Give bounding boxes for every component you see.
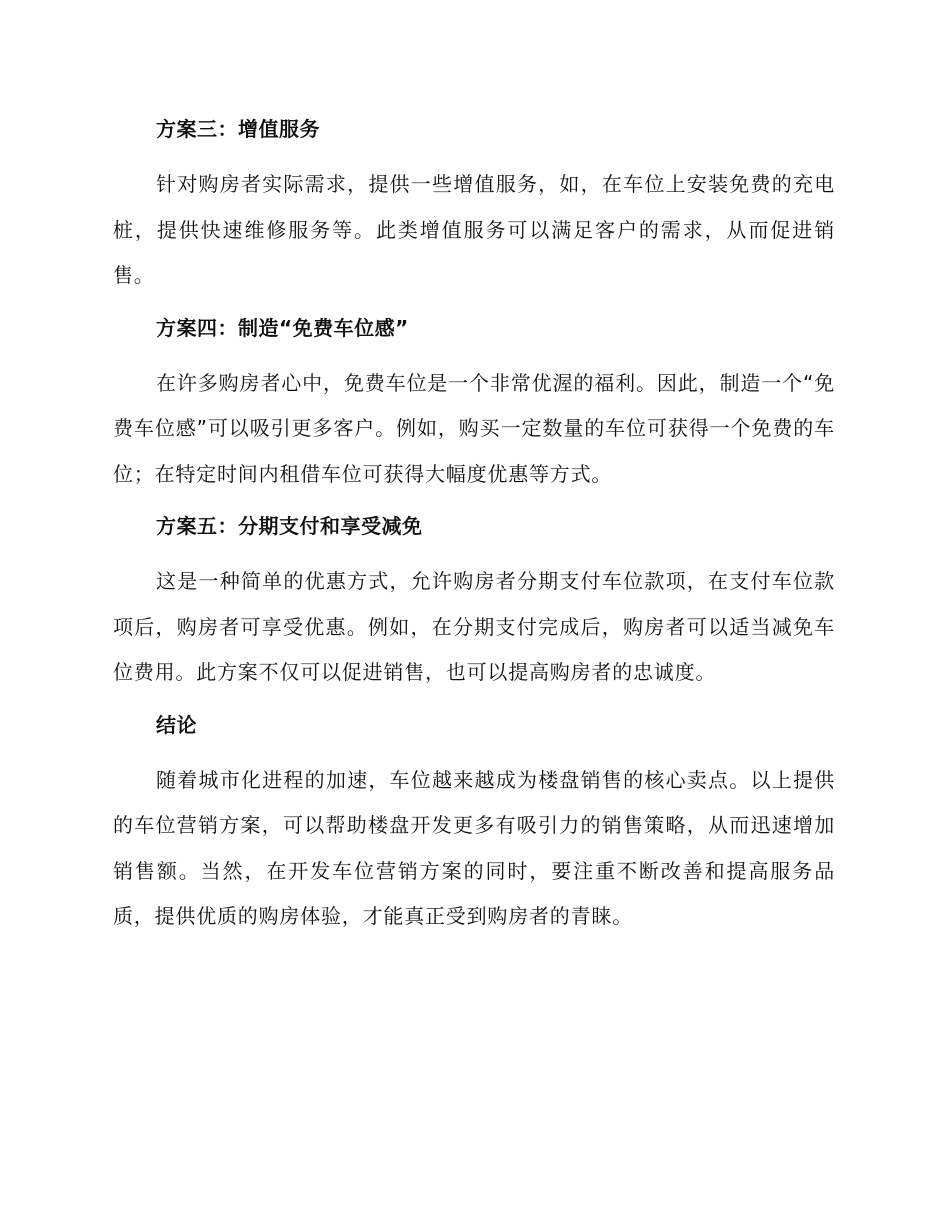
section-heading-plan-4: 方案四：制造“免费车位感”: [156, 315, 409, 340]
section-heading-conclusion: 结论: [156, 712, 197, 737]
section-heading-plan-3: 方案三：增值服务: [156, 117, 320, 141]
document-body: [113, 111, 835, 951]
section-heading-plan-5: 方案五：分期支付和享受减免: [156, 514, 423, 538]
section-paragraph-plan-4: 在许多购房者心中，免费车位是一个非常优渥的福利。因此，制造一个“免费车位感”可以吸引更多客户。例如，购买一定数量的车位可获得一个免费的车位；在特定时间内租借车位可获得大幅度优惠等方式。: [113, 370, 835, 486]
section-paragraph-conclusion: 随着城市化进程的加速，车位越来越成为楼盘销售的核心卖点。以上提供的车位营销方案，可以帮助楼盘开发更多有吸引力的销售策略，从而迅速增加销售额。当然，在开发车位营销方案的同时，要注重不断改善和提高服务品质，提供优质的购房体验，才能真正受到购房者的青睐。: [113, 767, 835, 928]
section-paragraph-plan-5: 这是一种简单的优惠方式，允许购房者分期支付车位款项，在支付车位款项后，购房者可享受优惠。例如，在分期支付完成后，购房者可以适当减免车位费用。此方案不仅可以促进销售，也可以提高购房者的忠诚度。: [113, 569, 835, 684]
section-paragraph-plan-3: 针对购房者实际需求，提供一些增值服务，如，在车位上安装免费的充电桩，提供快速维修服务等。此类增值服务可以满足客户的需求，从而促进销售。: [113, 172, 835, 287]
